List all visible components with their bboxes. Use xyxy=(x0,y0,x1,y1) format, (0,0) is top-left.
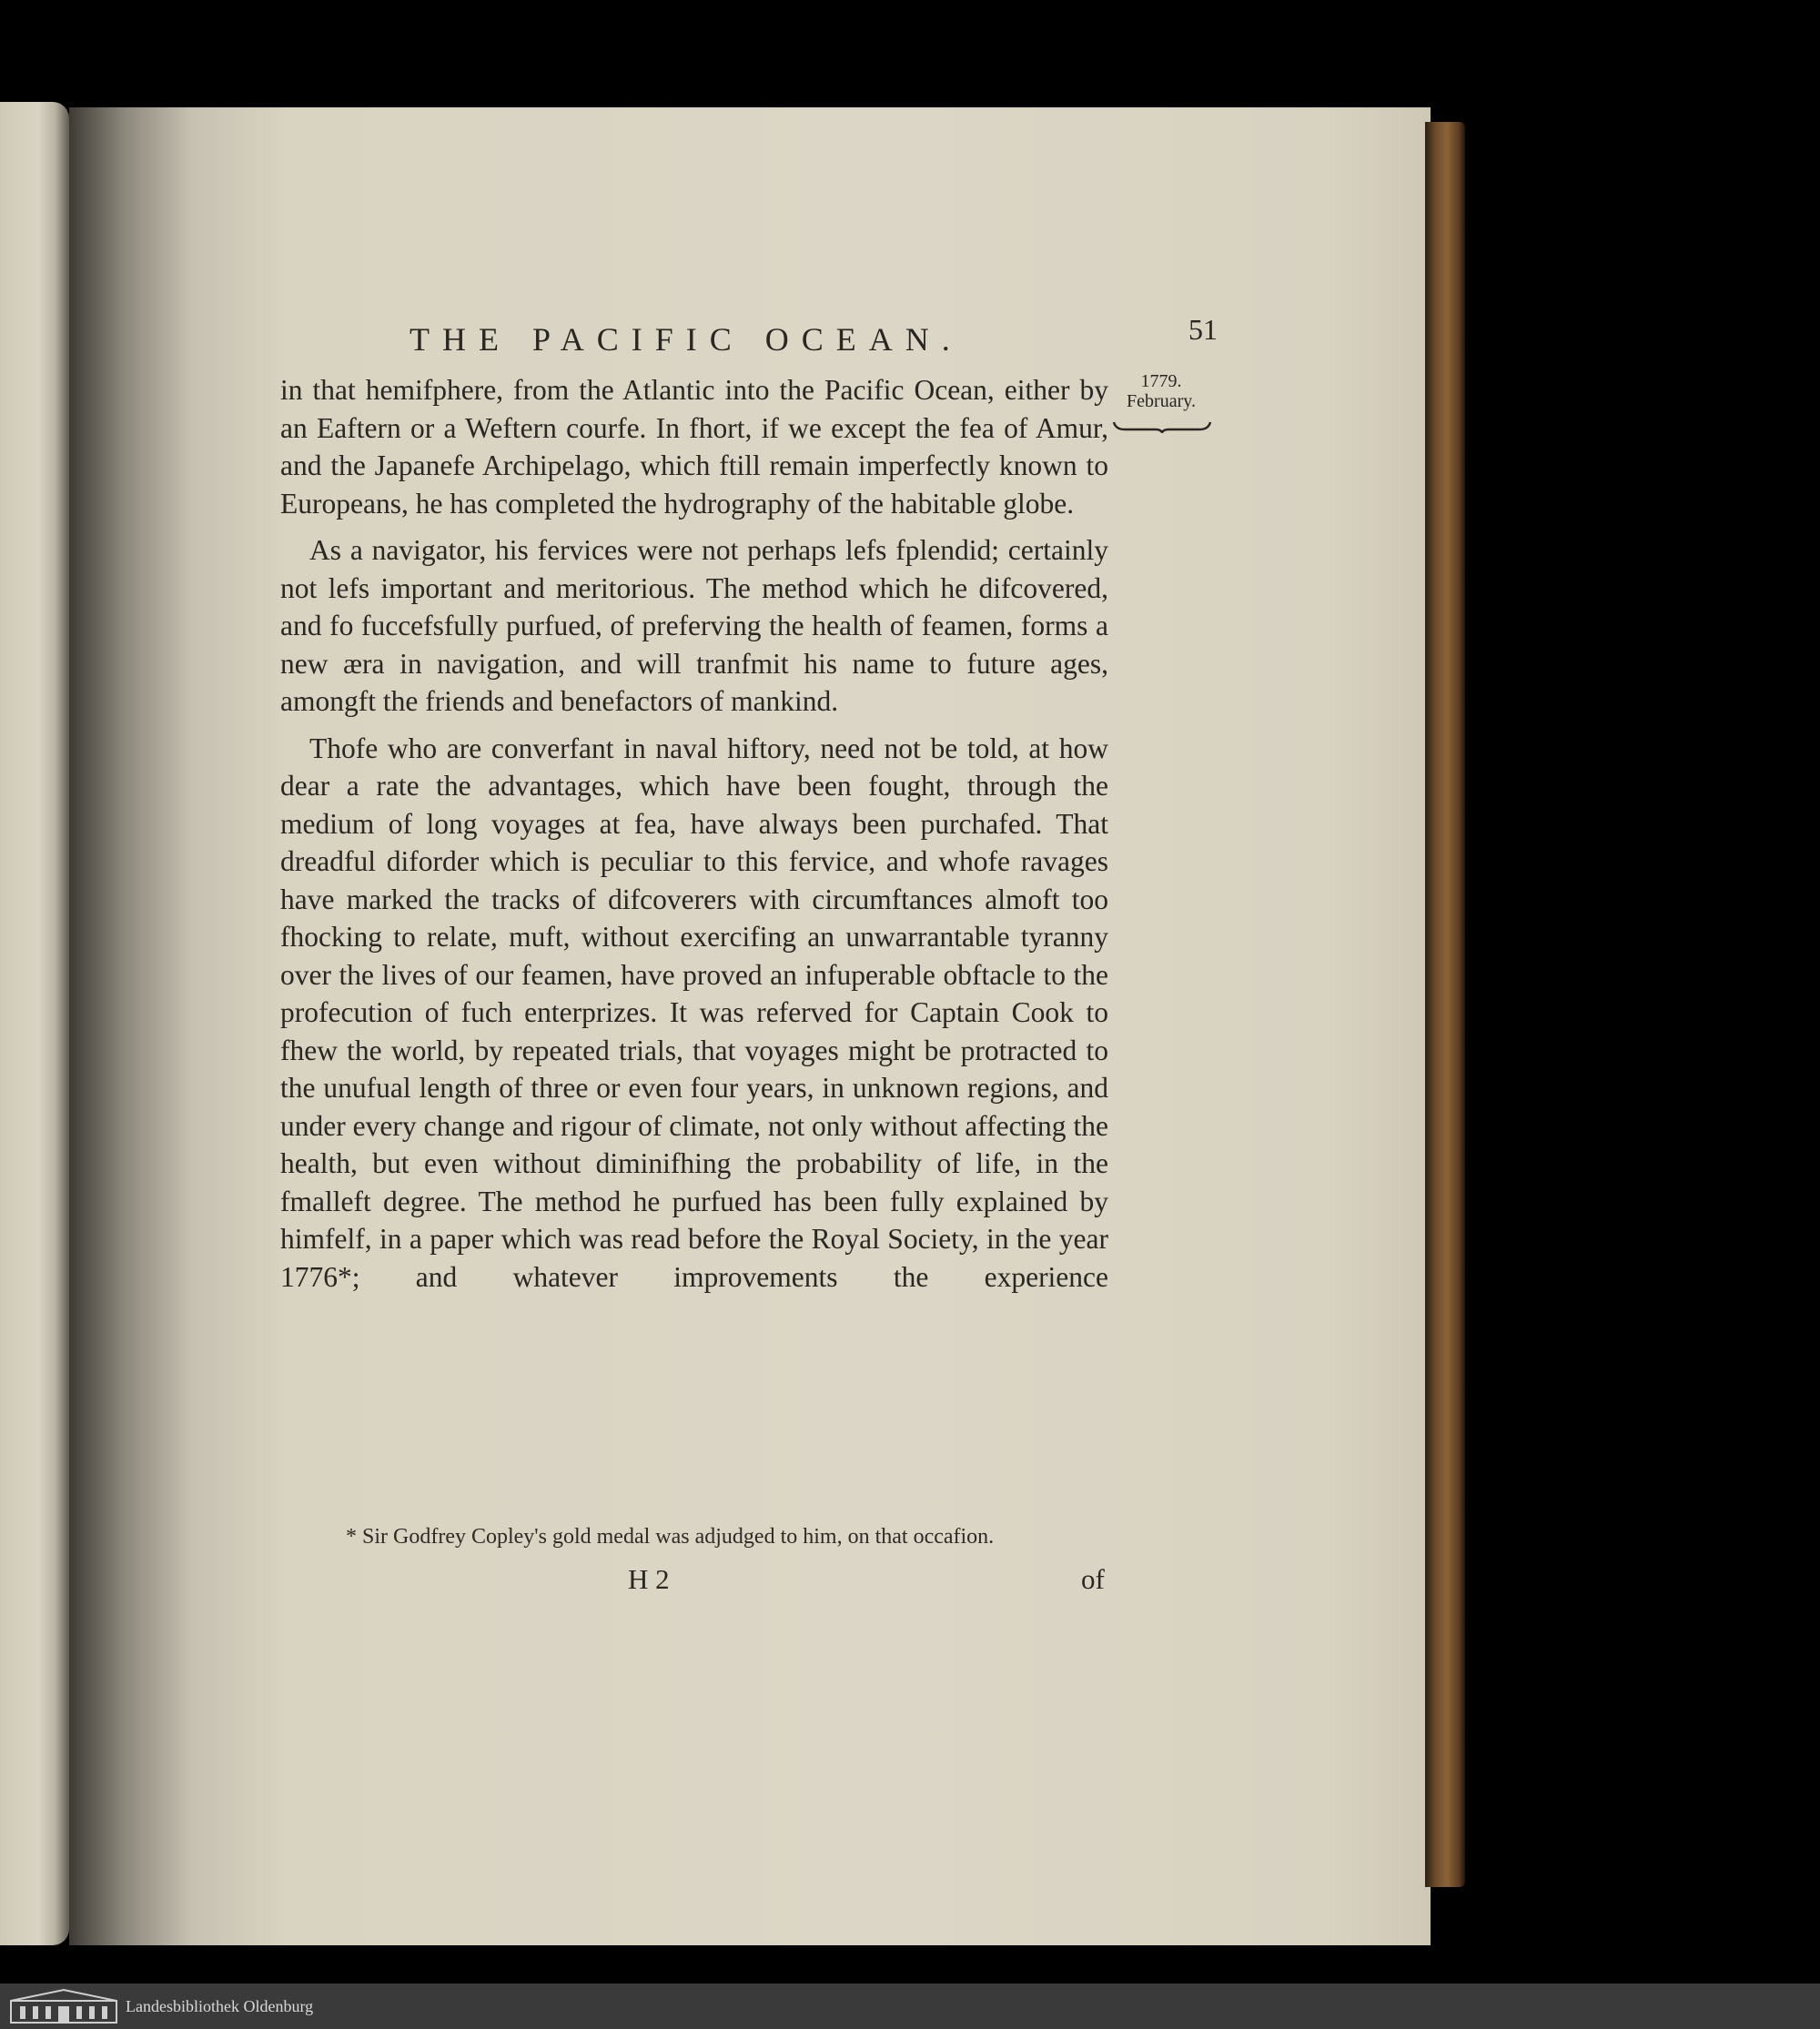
page-number: 51 xyxy=(1188,313,1218,346)
footer-bar xyxy=(0,1984,1820,2029)
margin-note xyxy=(1107,371,1216,411)
book-cover-edge xyxy=(1425,122,1465,1887)
paragraph-1: in that hemifphere, from the Atlantic into the Pacific Ocean, either by an Eaftern or a Weftern courfe. In fhort, if we except the fea of Amur, and the Japanefe Archipelago, which ftill remain imperfectly known to Europeans, he has completed the hydrography of the habitable globe. xyxy=(280,374,1108,520)
body-text xyxy=(280,371,1108,1305)
paragraph-2: As a navigator, his fervices were not perhaps lefs fplendid; certainly not lefs important and meritorious. The method which he difcovered, and fo fuccefsfully purfued, of preferving the health of feamen, forms a new æra in navigation, and will tranfmit his name to future ages, amongft the friends and benefactors of mankind. xyxy=(280,534,1108,717)
brace-icon xyxy=(1112,420,1212,433)
footnote: * Sir Godfrey Copley's gold medal was adjudged to him, on that occafion. xyxy=(346,1525,995,1549)
margin-note-year: 1779. xyxy=(1140,371,1182,391)
paragraph-3: Thofe who are converfant in naval hiftory, need not be told, at how dear a rate the advantages, which have been fought, through the medium of long voyages at fea, have always been purchafed. That dreadful diforder which is peculiar to this fervice, and whofe ravages have marked the tracks of difcoverers with circumftances almoft too fhocking to relate, muft, without exercifing an unwarrantable tyranny over the lives of our feamen, have proved an infuperable obftacle to the profecution of fuch enterprizes. It was referved for Captain Cook to fhew the world, by repeated trials, that voyages might be protracted to the unufual length of three or even four years, in unknown regions, and under every change and rigour of climate, not only without affecting the health, but even without diminifhing the probability of life, in the fmalleft degree. The method he purfued has been fully explained by himfelf, in a paper which was read before the Royal Society, in the year 1776*; and whatever improvements the experience xyxy=(280,732,1108,1293)
running-header: THE PACIFIC OCEAN. xyxy=(410,321,963,358)
catchword: of xyxy=(1081,1563,1105,1595)
left-page-edge xyxy=(0,102,69,1945)
signature-mark: H 2 xyxy=(628,1563,670,1595)
library-building-icon xyxy=(9,1988,118,2024)
footer-label: Landesbibliothek Oldenburg xyxy=(126,1996,314,2015)
margin-note-month: February. xyxy=(1127,391,1196,411)
